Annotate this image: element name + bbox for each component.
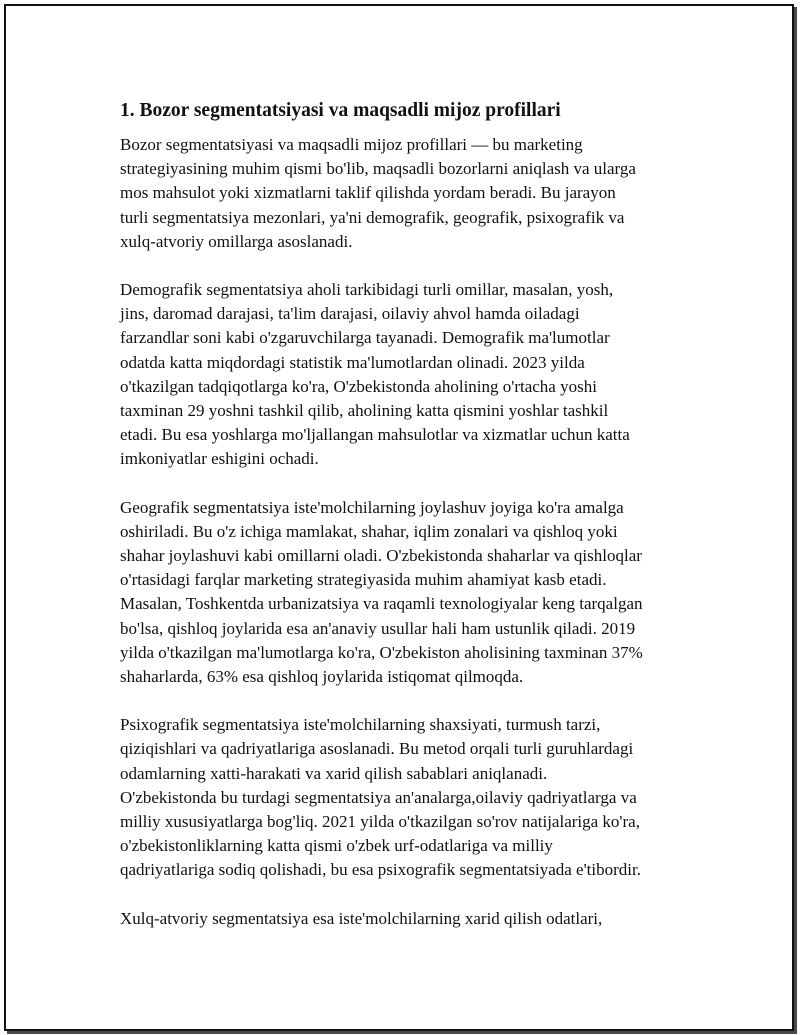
text-line: o'tkazilgan tadqiqotlarga ko'ra, O'zbekistonda aholining o'rtacha yoshi (120, 376, 597, 396)
text-line: bo'lsa, qishloq joylarida esa an'anaviy usullar hali ham ustunlik qiladi. 2019 (120, 618, 636, 638)
text-line: imkoniyatlar eshigini ochadi. (120, 449, 319, 469)
text-line: Geografik segmentatsiya iste'molchilarning joylashuv joyiga ko'ra amalga (120, 497, 624, 517)
document-body (120, 98, 700, 955)
text-line: turli segmentatsiya mezonlari, ya'ni demografik, geografik, psixografik va (120, 207, 625, 227)
document-page (4, 4, 794, 1031)
text-line: Masalan, Toshkentda urbanizatsiya va raqamli texnologiyalar keng tarqalgan (120, 594, 643, 614)
text-line: qadriyatlariga sodiq qolishadi, bu esa psixografik segmentatsiyada e'tibordir. (120, 860, 641, 880)
text-line: o'rtasidagi farqlar marketing strategiyasida muhim ahamiyat kasb etadi. (120, 570, 607, 590)
text-line: Psixografik segmentatsiya iste'molchilarning shaxsiyati, turmush tarzi, (120, 715, 601, 735)
text-line: odatda katta miqdordagi statistik ma'lumotlardan olinadi. 2023 yilda (120, 352, 585, 372)
text-line: Demografik segmentatsiya aholi tarkibidagi turli omillar, masalan, yosh, (120, 280, 614, 300)
section-heading: 1. Bozor segmentatsiyasi va maqsadli mijoz profillari (120, 100, 561, 121)
paragraph-4 (120, 713, 700, 882)
text-line: Xulq-atvoriy segmentatsiya esa iste'molchilarning xarid qilish odatlari, (120, 908, 603, 928)
text-line: odamlarning xatti-harakati va xarid qilish sabablari aniqlanadi. (120, 763, 548, 783)
text-line: taxminan 29 yoshni tashkil qilib, aholining katta qismini yoshlar tashkil (120, 401, 609, 421)
text-line: shahar joylashuvi kabi omillarni oladi. O'zbekistonda shaharlar va qishloqlar (120, 546, 642, 566)
text-line: jins, daromad darajasi, ta'lim darajasi, oilaviy ahvol hamda oiladagi (120, 304, 580, 324)
text-line: O'zbekistonda bu turdagi segmentatsiya an'analarga,oilaviy qadriyatlarga va (120, 787, 637, 807)
paragraph-2 (120, 278, 700, 472)
text-line: shaharlarda, 63% esa qishloq joylarida istiqomat qilmoqda. (120, 667, 524, 687)
text-line: yilda o'tkazilgan ma'lumotlarga ko'ra, O'zbekiston aholisining taxminan 37% (120, 642, 643, 662)
text-line: qiziqishlari va qadriyatlariga asoslanadi. Bu metod orqali turli guruhlardagi (120, 739, 634, 759)
text-line: oshiriladi. Bu o'z ichiga mamlakat, shahar, iqlim zonalari va qishloq yoki (120, 521, 618, 541)
text-line: mos mahsulot yoki xizmatlarni taklif qilishda yordam beradi. Bu jarayon (120, 183, 616, 203)
text-line: o'zbekistonliklarning katta qismi o'zbek urf-odatlariga va milliy (120, 836, 553, 856)
paragraph-5 (120, 907, 700, 931)
paragraph-3 (120, 496, 700, 690)
paragraph-1 (120, 133, 700, 254)
text-line: etadi. Bu esa yoshlarga mo'ljallangan mahsulotlar va xizmatlar uchun katta (120, 425, 630, 445)
paragraph-list (120, 133, 700, 931)
text-line: Bozor segmentatsiyasi va maqsadli mijoz profillari — bu marketing (120, 135, 583, 154)
text-line: milliy xususiyatlarga bog'liq. 2021 yilda o'tkazilgan so'rov natijalariga ko'ra, (120, 812, 640, 832)
text-line: farzandlar soni kabi o'zgaruvchilarga tayanadi. Demografik ma'lumotlar (120, 328, 610, 348)
text-line: strategiyasining muhim qismi bo'lib, maqsadli bozorlarni aniqlash va ularga (120, 159, 636, 179)
text-line: xulq-atvoriy omillarga asoslanadi. (120, 231, 353, 251)
